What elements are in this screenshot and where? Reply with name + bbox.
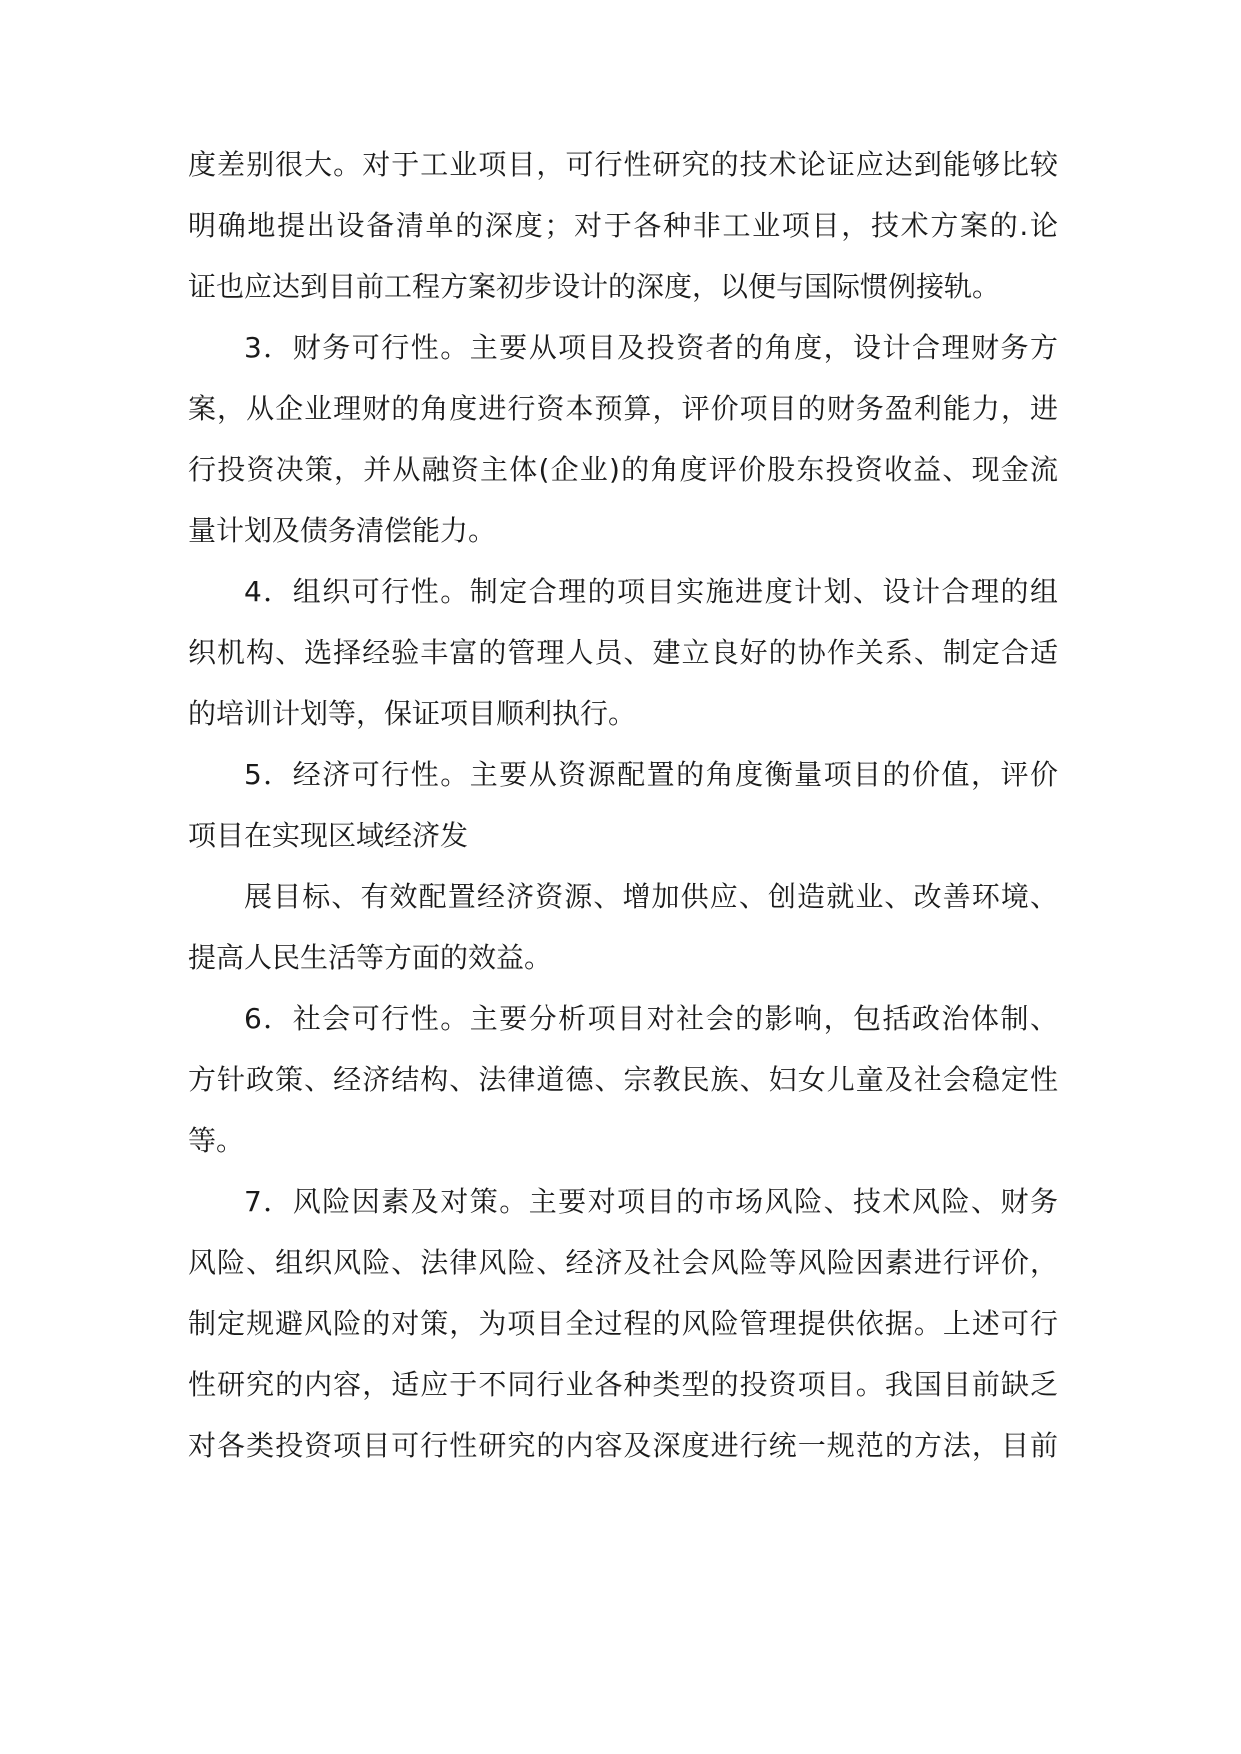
text-line: 3．财务可行性。主要从项目及投资者的角度，设计合理财务方	[244, 331, 1058, 364]
text-line: 等。	[188, 1124, 245, 1157]
text-line: 对各类投资项目可行性研究的内容及深度进行统一规范的方法，目前	[188, 1429, 1058, 1462]
text-line: 5．经济可行性。主要从资源配置的角度衡量项目的价值，评价	[244, 758, 1058, 791]
text-line: 项目在实现区域经济发	[188, 819, 469, 852]
text-line: 案，从企业理财的角度进行资本预算，评价项目的财务盈利能力，进	[188, 392, 1058, 425]
text-line: 7．风险因素及对策。主要对项目的市场风险、技术风险、财务	[244, 1185, 1058, 1218]
text-line: 行投资决策，并从融资主体(企业)的角度评价股东投资收益、现金流	[188, 453, 1058, 486]
text-line: 展目标、有效配置经济资源、增加供应、创造就业、改善环境、	[244, 880, 1058, 913]
text-line: 证也应达到目前工程方案初步设计的深度，以便与国际惯例接轨。	[188, 270, 1001, 303]
text-line: 量计划及债务清偿能力。	[188, 514, 497, 547]
text-line: 方针政策、经济结构、法律道德、宗教民族、妇女儿童及社会稳定性	[188, 1063, 1058, 1096]
text-line: 明确地提出设备清单的深度；对于各种非工业项目，技术方案的.论	[188, 209, 1058, 242]
text-line: 的培训计划等，保证项目顺利执行。	[188, 697, 637, 730]
text-line: 提高人民生活等方面的效益。	[188, 941, 553, 974]
text-line: 度差别很大。对于工业项目，可行性研究的技术论证应达到能够比较	[188, 148, 1058, 181]
text-line: 6．社会可行性。主要分析项目对社会的影响，包括政治体制、	[244, 1002, 1058, 1035]
text-line: 风险、组织风险、法律风险、经济及社会风险等风险因素进行评价，	[188, 1246, 1058, 1279]
text-line: 织机构、选择经验丰富的管理人员、建立良好的协作关系、制定合适	[188, 636, 1058, 669]
text-line: 4．组织可行性。制定合理的项目实施进度计划、设计合理的组	[244, 575, 1058, 608]
text-line: 性研究的内容，适应于不同行业各种类型的投资项目。我国目前缺乏	[188, 1368, 1058, 1401]
text-line: 制定规避风险的对策，为项目全过程的风险管理提供依据。上述可行	[188, 1307, 1058, 1340]
